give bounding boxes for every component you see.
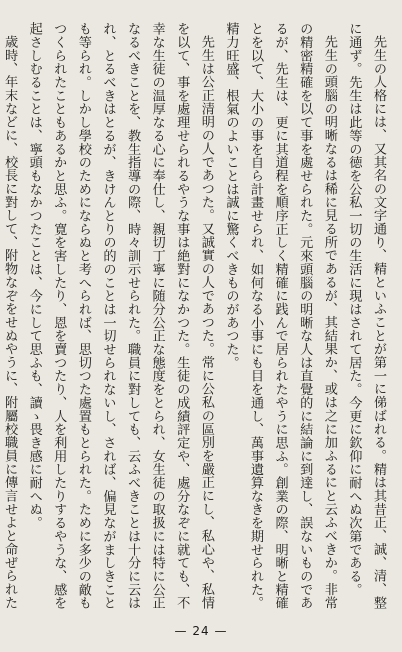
paragraph-2: 先生の頭腦の明晰なるは稀に見る所であるが、其結果か、或は之に加ふるにと云ふべきか。非常の精密精確を以て事を處せられた。元來頭腦の明晰な人は直覺的に結論に到達し、誤ないものであるが、先生は、更に其道程を順序正しく精確に践んで居られたやうに思ふ。創業の際、明晰と精確とを以て、大小の事を自ら計畫せられ、如何なる小事にも目を通し、萬事遺算なきを期せられた。精力旺盛、根氣のよいことは誠に驚くべきものがあつた。 [223,22,337,610]
paragraph-4: 歳時、年末などに、校長に對して、附物なぞをせぬやうに、附屬校職員に傳言せよと命ぜられた [2,35,18,610]
paragraph-3: 先生は公正清明の人であつた。又誠實の人であつた。常に公私の區別を嚴正にし、私心や、私情を以て、事を處理せられるやうな事は絶對になかつた。生徒の成績評定や、處分なぞに就ても、不幸な生徒の温厚なる心に奉仕し、親切丁寧に随分公正な態度をとられ、女生徒の取扱には特に公正なるべきことを、教生指導の際、時々訓示せられた。職員に對しても、云ふべきことは十分に云はれ、とるべきはとるが、きけんとりの的のことは一切せられないし、されば、偏見ながましきことも等られ。しかし學校のためにならぬと考へられば、思切つた處置もとられた。ために多少の敵もつくられたこともあるかと思ふ。寛を害したり、恩を賣つたり、人を利用したりするやうな、感を起さしむることは、寧頭もなかつたことは、今にして思ふも、讀ゝ畏き感に耐へぬ。 [26,22,214,610]
paragraph-1: 先生の人格には、又其名の文字通り、精といふことが第一に俤ばれる。精は其昔正、誠、清、整に通ず。先生は此等の徳を公私一切の生活に現はされて居た。今更に欽仰に耐へぬ次第である。 [346,22,386,610]
page-number: — 24 — [174,624,228,638]
vertical-body-text [2,22,390,610]
